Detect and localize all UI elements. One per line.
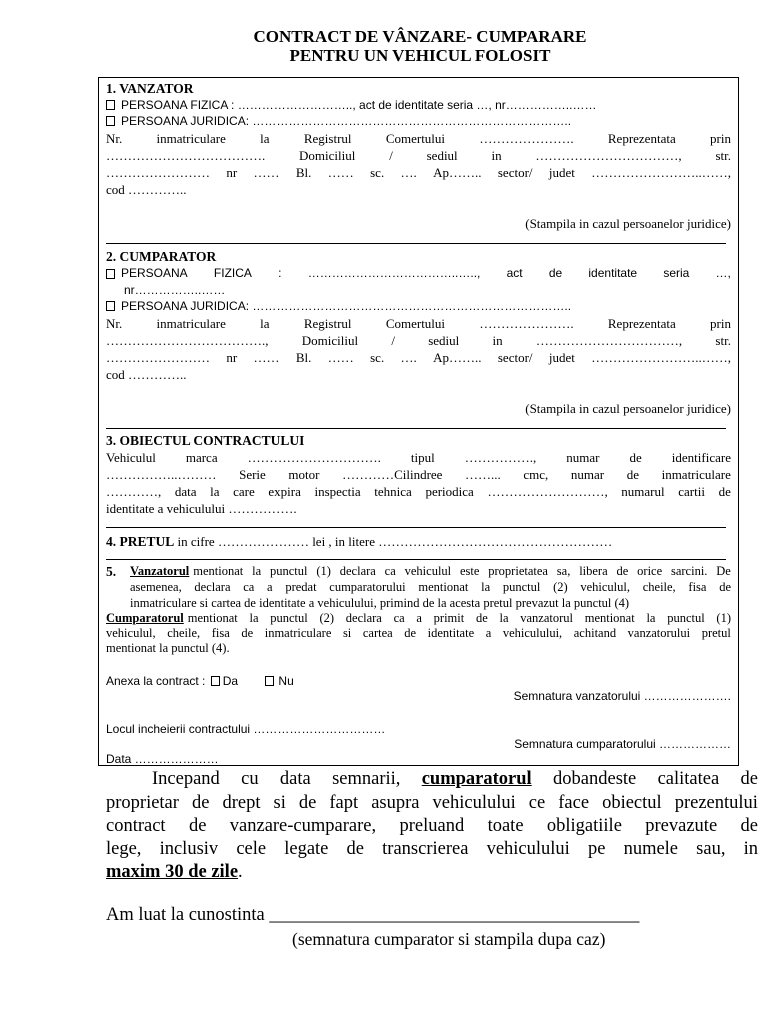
word: cumparatorului xyxy=(329,580,406,594)
word: vehiculului xyxy=(486,839,570,859)
word: de xyxy=(626,467,639,482)
word: vanzatorul xyxy=(520,611,573,625)
word: sau, xyxy=(696,839,726,859)
word: inmatriculare xyxy=(661,467,731,482)
word: punctul xyxy=(270,611,308,625)
word: Bl. xyxy=(295,350,312,365)
checkbox-icon[interactable] xyxy=(106,269,115,279)
word: tipul xyxy=(410,450,435,465)
word: sector/ xyxy=(497,350,533,365)
contract-place: Locul incheierii contractului …………………………… xyxy=(106,722,386,736)
word: motor xyxy=(288,467,320,482)
word: de xyxy=(740,816,758,836)
word: prevazute xyxy=(645,816,718,836)
word: …. xyxy=(400,165,417,180)
word: …. xyxy=(400,350,417,365)
word: Comertului xyxy=(385,131,446,146)
price-text: in cifre ………………… lei , in litere ……………………………………………… xyxy=(177,534,613,549)
buyer-juridica-text: PERSOANA JURIDICA: …………………………………………………………………….. xyxy=(121,299,572,313)
word: …………………… xyxy=(106,165,210,180)
word: a xyxy=(416,611,422,625)
buyer-line-street xyxy=(106,350,731,365)
price-label: 4. PRETUL xyxy=(106,534,175,549)
word: ……………., xyxy=(464,450,537,465)
word: vanzare-cumparare, xyxy=(229,816,377,836)
word: expira xyxy=(268,484,301,499)
clause5-line2 xyxy=(130,580,731,595)
word: marca xyxy=(185,450,218,465)
clause5-line4-text xyxy=(188,611,731,626)
ack-signature-line: ________________________________________ xyxy=(269,905,640,925)
clause5-line4 xyxy=(106,611,731,626)
word: …………, xyxy=(106,484,162,499)
seller-line-registry xyxy=(106,131,731,146)
word: vehiculul, xyxy=(106,626,156,640)
word: si xyxy=(273,793,286,813)
word: (1) xyxy=(316,564,331,578)
word: str. xyxy=(715,333,731,348)
buyer-fizica-row xyxy=(106,266,731,281)
word: inclusiv xyxy=(159,839,219,859)
word: drept xyxy=(222,793,261,813)
divider xyxy=(106,428,726,429)
word: Reprezentata xyxy=(607,316,676,331)
word: …………Cilindree xyxy=(342,467,443,482)
word: sarcini. xyxy=(670,564,708,578)
word: (2) xyxy=(319,611,335,625)
word: ………………………, xyxy=(487,484,608,499)
clause5-line5 xyxy=(106,626,731,641)
word: / xyxy=(391,333,395,348)
word: numele xyxy=(623,839,679,859)
word: in xyxy=(491,148,502,163)
footer-word: de xyxy=(740,769,758,789)
word: de xyxy=(719,580,731,594)
word: obiectul xyxy=(602,793,662,813)
annex-row xyxy=(106,674,731,689)
word: achitand xyxy=(573,626,617,640)
checkbox-nu-icon[interactable] xyxy=(265,676,274,686)
word: ………………………………., xyxy=(106,333,269,348)
word: vehiculul, xyxy=(580,580,630,594)
word: Bl. xyxy=(295,165,312,180)
word: …………………… xyxy=(106,350,210,365)
word: transcrierea xyxy=(382,839,469,859)
buyer-heading: 2. CUMPARATOR xyxy=(106,249,217,264)
ack-label: Am luat la cunostinta xyxy=(106,905,265,925)
word: cele xyxy=(236,839,267,859)
divider xyxy=(106,527,726,528)
word: identitate xyxy=(427,626,475,640)
word: numar xyxy=(566,450,600,465)
word: numar xyxy=(570,467,605,482)
annex-nu: Nu xyxy=(278,674,294,688)
word: cmc, xyxy=(523,467,549,482)
word: sediul xyxy=(426,148,458,163)
word: Registrul xyxy=(303,131,352,146)
word: cartii xyxy=(678,484,705,499)
word: la xyxy=(646,611,656,625)
object-heading: 3. OBIECTUL CONTRACTULUI xyxy=(106,433,305,448)
page-subtitle: PENTRU UN VEHICUL FOLOSIT xyxy=(289,46,551,65)
word: ……………………..……, xyxy=(591,350,731,365)
clause5-line3: inmatriculare si cartea de identitate a vehiculului, primind de la acesta pretul prevazut la punctul (4) xyxy=(130,596,630,610)
word: sa, xyxy=(556,564,571,578)
word: contract xyxy=(106,816,166,836)
word: la xyxy=(499,611,509,625)
word: inmatriculare xyxy=(156,316,226,331)
word: punctul xyxy=(269,564,308,578)
footer-word: dobandeste xyxy=(553,769,637,789)
word: str. xyxy=(715,148,731,163)
word: declara xyxy=(345,611,382,625)
word: la xyxy=(249,611,259,625)
word: ca xyxy=(243,580,255,594)
word: numarul xyxy=(621,484,665,499)
word: fisa xyxy=(688,580,707,594)
contract-date: Data ………………… xyxy=(106,752,219,766)
word: a xyxy=(267,580,273,594)
object-line-identity: identitate a vehiculului ……………. xyxy=(106,501,297,516)
word: / xyxy=(389,148,393,163)
seller-line-street xyxy=(106,165,731,180)
word: ……... xyxy=(465,467,501,482)
footer-indent-word: Incepand xyxy=(152,769,220,789)
word: in xyxy=(492,333,503,348)
word: vehiculului xyxy=(432,793,516,813)
word: asupra xyxy=(371,793,420,813)
seller-juridica-row xyxy=(106,114,731,129)
word: …………………. xyxy=(479,131,574,146)
word: preluand xyxy=(399,816,465,836)
word: Ap…….. xyxy=(433,350,482,365)
word: predat xyxy=(285,580,317,594)
word: pe xyxy=(587,839,606,859)
word: de xyxy=(241,626,254,640)
word: Nr. xyxy=(106,131,123,146)
word: inspectia xyxy=(314,484,361,499)
word: sector/ xyxy=(497,165,533,180)
checkbox-icon[interactable] xyxy=(106,116,115,126)
word: …… xyxy=(253,165,280,180)
word: orice xyxy=(637,564,663,578)
buyer-cod: cod ………….. xyxy=(106,367,187,382)
footer-strong-buyer: cumparatorul xyxy=(421,769,532,789)
clause5-seller-word: Vanzatorul xyxy=(130,564,190,578)
word: face xyxy=(558,793,590,813)
word: Domiciliul xyxy=(299,148,356,163)
seller-stamp-note: (Stampila in cazul persoanelor juridice) xyxy=(525,216,731,231)
word: Ap…….. xyxy=(433,165,482,180)
seller-fizica-text: PERSOANA FIZICA : ……………………….., act de identitate seria …, nr……………..…… xyxy=(121,98,597,112)
checkbox-icon[interactable] xyxy=(106,301,115,311)
ack-note: (semnatura cumparator si stampila dupa caz) xyxy=(292,929,606,949)
seller-heading: 1. VANZATOR xyxy=(106,81,194,96)
object-line-engine xyxy=(106,467,731,482)
word: vehiculul xyxy=(404,564,452,578)
word: de xyxy=(548,266,563,280)
clause5-number: 5. xyxy=(106,564,117,579)
annex-label: Anexa la contract : xyxy=(106,674,206,688)
word: punctul xyxy=(502,580,541,594)
seller-cod: cod ………….. xyxy=(106,182,187,197)
checkbox-icon[interactable] xyxy=(106,100,115,110)
word: asemenea, xyxy=(130,580,182,594)
object-line-inspection xyxy=(106,484,731,499)
word: la xyxy=(260,131,270,146)
word: De xyxy=(716,564,731,578)
acknowledgement-row xyxy=(106,904,639,928)
word: Comertului xyxy=(385,316,446,331)
word: de xyxy=(629,450,642,465)
checkbox-da-icon[interactable] xyxy=(211,676,220,686)
word: sc. xyxy=(370,165,385,180)
word: ………………………………. xyxy=(106,148,266,163)
word: care xyxy=(233,484,255,499)
contract-form-box xyxy=(98,77,739,766)
word: …… xyxy=(253,350,280,365)
word: de xyxy=(616,564,629,578)
word: …, xyxy=(715,266,731,280)
word: ……………………..……, xyxy=(591,165,731,180)
word: identificare xyxy=(671,450,731,465)
word: de xyxy=(188,816,207,836)
word: sediul xyxy=(428,333,460,348)
footer-word: calitatea xyxy=(657,769,720,789)
word: mentionat xyxy=(584,611,635,625)
word: legate xyxy=(284,839,329,859)
word: la xyxy=(210,484,220,499)
word: …………………. xyxy=(479,316,574,331)
word: proprietar xyxy=(106,793,179,813)
word: identitate xyxy=(588,266,638,280)
word: prin xyxy=(710,316,731,331)
word: declara xyxy=(194,580,231,594)
word: judet xyxy=(548,350,575,365)
word: de xyxy=(298,793,317,813)
word: ca xyxy=(384,564,396,578)
word: prezentului xyxy=(674,793,758,813)
clause5-buyer-word: Cumparatorul xyxy=(106,611,184,625)
word: la xyxy=(481,580,491,594)
word: seria xyxy=(663,266,690,280)
object-line-brand xyxy=(106,450,731,465)
seller-juridica-text: PERSOANA JURIDICA: …………………………………………………………………….. xyxy=(121,114,572,128)
word: inmatriculare xyxy=(264,626,332,640)
word: mentionat xyxy=(187,611,238,625)
word: pretul xyxy=(701,626,731,640)
word: nr xyxy=(226,165,238,180)
word: fisa xyxy=(211,626,230,640)
word: de xyxy=(718,484,731,499)
word: fapt xyxy=(329,793,359,813)
footer-line4 xyxy=(106,838,758,862)
word: toate xyxy=(487,816,524,836)
word: libera xyxy=(579,564,608,578)
seller-signature: Semnatura vanzatorului …………………. xyxy=(513,689,731,703)
word: ca xyxy=(393,611,405,625)
word: de xyxy=(346,839,365,859)
word: de xyxy=(475,611,488,625)
price-row xyxy=(106,534,731,549)
word: cheile, xyxy=(167,626,201,640)
word: ce xyxy=(528,793,546,813)
word: de xyxy=(191,793,210,813)
annex-da: Da xyxy=(222,674,239,688)
word: ……………..……… xyxy=(106,467,217,482)
word: …………………………. xyxy=(247,450,381,465)
word: este xyxy=(459,564,480,578)
word: obligatiile xyxy=(546,816,622,836)
word: vanzatorului xyxy=(627,626,691,640)
word: ……………………………, xyxy=(535,148,682,163)
word: prin xyxy=(710,131,731,146)
word: Registrul xyxy=(303,316,352,331)
footer-word: data xyxy=(279,769,311,789)
divider xyxy=(106,559,726,560)
word: ………………………………..….., xyxy=(307,266,481,280)
footer-line3 xyxy=(106,815,758,839)
word: mentionat xyxy=(193,564,244,578)
word: sc. xyxy=(370,350,385,365)
buyer-line-address xyxy=(106,333,731,348)
word: proprietatea xyxy=(488,564,548,578)
word: FIZICA xyxy=(213,266,252,280)
word: PERSOANA xyxy=(121,266,188,280)
word: la xyxy=(252,564,262,578)
page-title: CONTRACT DE VÂNZARE- CUMPARARE xyxy=(253,27,587,46)
footer-word: cu xyxy=(241,769,259,789)
footer-line2 xyxy=(106,792,758,816)
word: Domiciliul xyxy=(301,333,359,348)
word: si xyxy=(342,626,352,640)
buyer-stamp-note: (Stampila in cazul persoanelor juridice) xyxy=(525,401,731,416)
buyer-signature: Semnatura cumparatorului ……………… xyxy=(514,737,731,751)
word: Serie xyxy=(239,467,266,482)
word: declara xyxy=(339,564,376,578)
buyer-line-registry xyxy=(106,316,731,331)
word: ……………………………, xyxy=(535,333,683,348)
buyer-juridica-row xyxy=(106,299,731,314)
word: punctul xyxy=(667,611,705,625)
word: de xyxy=(404,626,417,640)
word: act xyxy=(506,266,523,280)
buyer-fizica-text xyxy=(121,266,731,281)
buyer-fizica-nr: nr……………..…… xyxy=(124,283,226,297)
word: (1) xyxy=(716,611,731,625)
word: : xyxy=(278,266,282,280)
word: cheile, xyxy=(642,580,676,594)
footer-line5 xyxy=(106,861,243,885)
clause5-line1-text xyxy=(193,564,731,579)
word: primit xyxy=(433,611,465,625)
word: inmatriculare xyxy=(156,131,226,146)
footer-word: semnarii, xyxy=(332,769,401,789)
word: lege, xyxy=(106,839,142,859)
word: vehiculului, xyxy=(502,626,563,640)
footer-period: . xyxy=(238,862,243,882)
word: la xyxy=(260,316,270,331)
seller-line-address xyxy=(106,148,731,163)
word: periodica xyxy=(425,484,474,499)
word: Nr. xyxy=(106,316,123,331)
word: …… xyxy=(327,350,354,365)
divider xyxy=(106,243,726,244)
clause5-line1 xyxy=(106,564,731,579)
word: data xyxy=(174,484,197,499)
word: nr xyxy=(226,350,238,365)
word: cartea xyxy=(362,626,393,640)
footer-line1 xyxy=(106,768,758,792)
word: Reprezentata xyxy=(607,131,676,146)
word: (2) xyxy=(553,580,568,594)
word: tehnica xyxy=(374,484,412,499)
footer-deadline: maxim 30 de zile xyxy=(106,862,239,882)
word: …… xyxy=(327,165,354,180)
clause5-line6: mentionat la punctul (4). xyxy=(106,641,230,655)
word: Vehiculul xyxy=(106,450,156,465)
word: in xyxy=(743,839,758,859)
word: judet xyxy=(548,165,575,180)
seller-fizica-row xyxy=(106,98,731,113)
word: a xyxy=(485,626,492,640)
word: mentionat xyxy=(418,580,469,594)
